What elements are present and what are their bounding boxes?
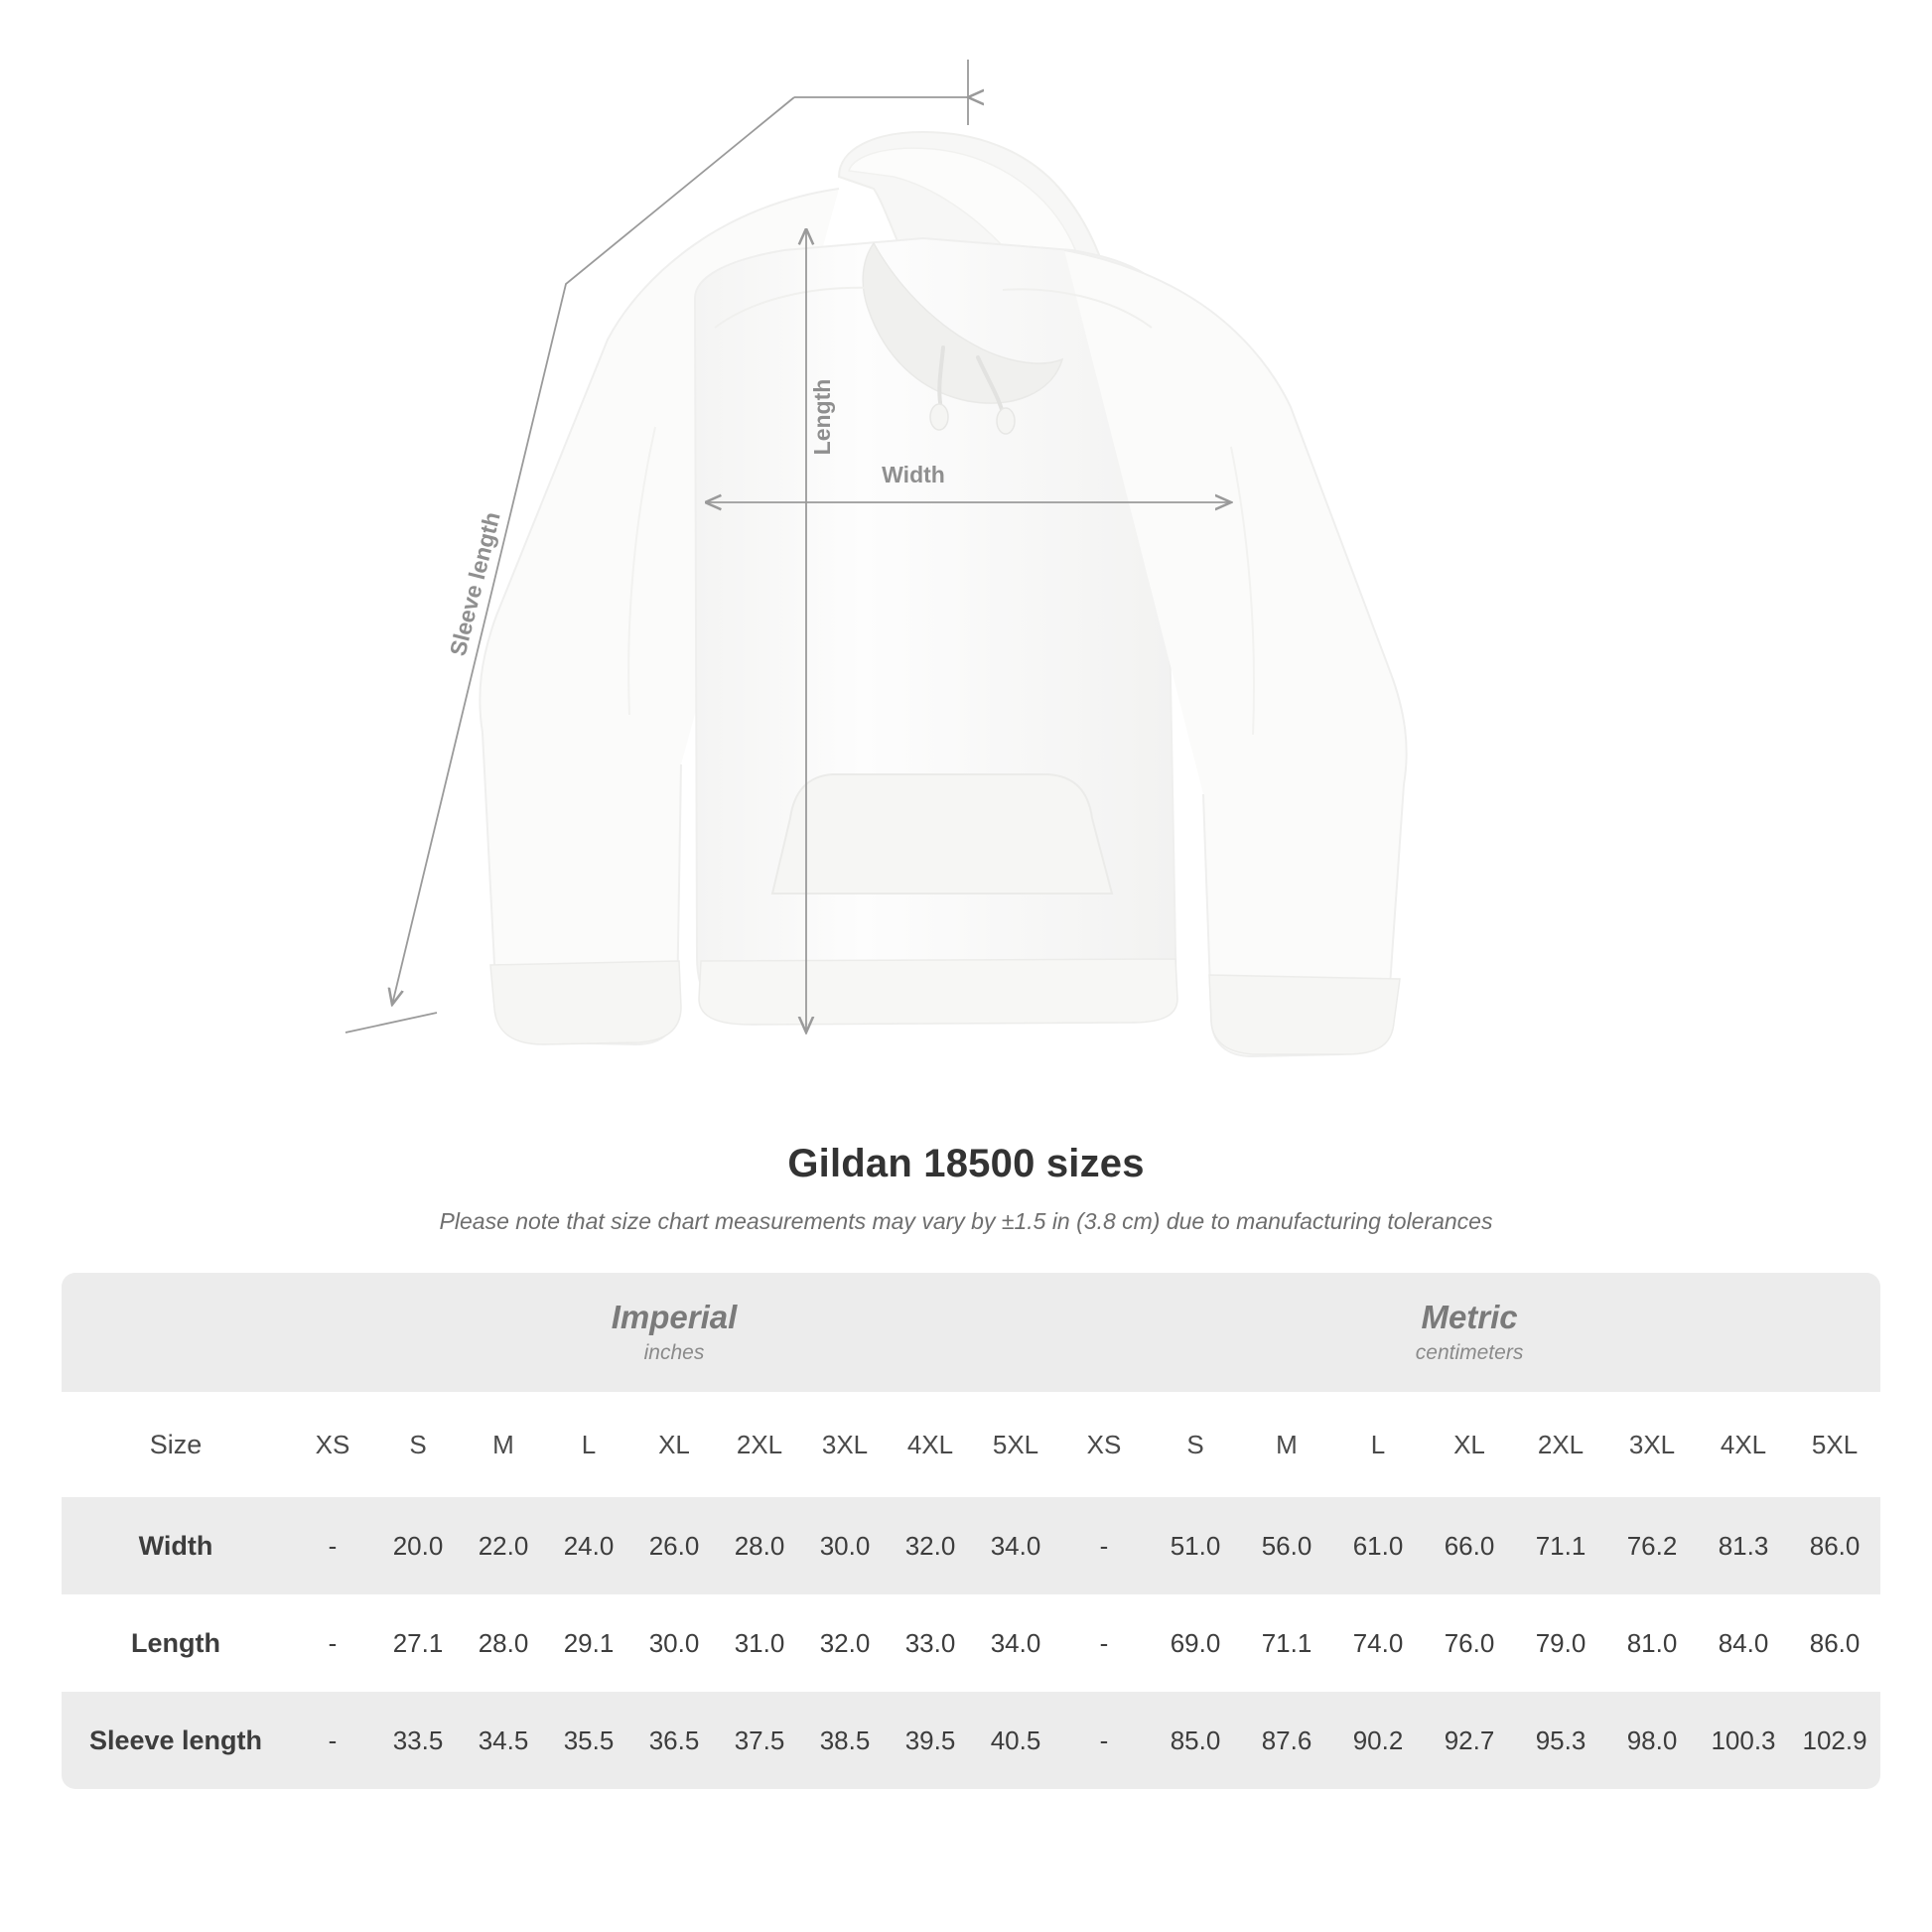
- size-header-imperial-xs: XS: [290, 1392, 375, 1497]
- unit-metric-name: Metric: [1421, 1298, 1518, 1335]
- unit-imperial-name: Imperial: [611, 1298, 738, 1335]
- cell-sleeve-metric-2xl: 95.3: [1515, 1692, 1606, 1789]
- hoodie-shape: [480, 132, 1406, 1056]
- size-header-metric-s: S: [1150, 1392, 1241, 1497]
- size-header-label: Size: [62, 1392, 290, 1497]
- size-header-imperial-s: S: [375, 1392, 461, 1497]
- table-row: [62, 1692, 1880, 1789]
- cell-width-imperial-4xl: 32.0: [888, 1497, 973, 1594]
- size-header-imperial-3xl: 3XL: [802, 1392, 888, 1497]
- cell-length-imperial-4xl: 33.0: [904, 1627, 956, 1658]
- cell-width-imperial-3xl: 30.0: [802, 1497, 888, 1594]
- cell-sleeve-imperial-5xl: 40.5: [973, 1692, 1058, 1789]
- size-header-metric-5xl: 5XL: [1789, 1392, 1880, 1497]
- cell-length-imperial-s: 27.1: [392, 1627, 444, 1658]
- cell-length-metric-5xl: 86.0: [1809, 1627, 1861, 1658]
- row-label-width: Width: [62, 1497, 290, 1594]
- size-header-imperial-l: L: [546, 1392, 631, 1497]
- size-header-metric-m: M: [1241, 1392, 1332, 1497]
- cell-width-imperial-2xl: 28.0: [717, 1497, 802, 1594]
- cell-length-metric-4xl: 84.0: [1718, 1627, 1769, 1658]
- unit-imperial-sub: inches: [643, 1341, 705, 1365]
- cell-sleeve-imperial-3xl: 38.5: [802, 1692, 888, 1789]
- cell-sleeve-metric-3xl: 98.0: [1606, 1692, 1698, 1789]
- row-label-length: Length: [131, 1627, 220, 1658]
- title-block: [0, 1142, 1932, 1235]
- cell-length-metric-l: 74.0: [1352, 1627, 1404, 1658]
- cell-sleeve-metric-5xl: 102.9: [1789, 1692, 1880, 1789]
- cell-length-imperial-xs: -: [328, 1627, 338, 1658]
- cell-sleeve-metric-4xl: 100.3: [1698, 1692, 1789, 1789]
- row-label-sleeve-length: Sleeve length: [62, 1692, 290, 1789]
- cell-sleeve-imperial-m: 34.5: [461, 1692, 546, 1789]
- cell-width-imperial-l: 24.0: [546, 1497, 631, 1594]
- size-header-imperial-2xl: 2XL: [717, 1392, 802, 1497]
- cell-sleeve-metric-l: 90.2: [1332, 1692, 1424, 1789]
- size-header-metric-xs: XS: [1058, 1392, 1150, 1497]
- cell-width-imperial-m: 22.0: [461, 1497, 546, 1594]
- cell-length-imperial-3xl: 32.0: [819, 1627, 871, 1658]
- cell-width-metric-xl: 66.0: [1424, 1497, 1515, 1594]
- size-header-imperial-m: M: [461, 1392, 546, 1497]
- cell-length-imperial-5xl: 34.0: [990, 1627, 1041, 1658]
- table-row: [62, 1594, 1880, 1692]
- size-header-imperial-5xl: 5XL: [973, 1392, 1058, 1497]
- cell-width-metric-4xl: 81.3: [1698, 1497, 1789, 1594]
- unit-metric-cell: [1058, 1273, 1880, 1392]
- size-header-metric-4xl: 4XL: [1698, 1392, 1789, 1497]
- cell-sleeve-metric-s: 85.0: [1150, 1692, 1241, 1789]
- cell-length-imperial-2xl: 31.0: [734, 1627, 785, 1658]
- cell-width-imperial-5xl: 34.0: [973, 1497, 1058, 1594]
- cell-sleeve-imperial-4xl: 39.5: [888, 1692, 973, 1789]
- cell-sleeve-metric-m: 87.6: [1241, 1692, 1332, 1789]
- cell-sleeve-metric-xl: 92.7: [1424, 1692, 1515, 1789]
- cell-sleeve-imperial-2xl: 37.5: [717, 1692, 802, 1789]
- cell-length-imperial-l: 29.1: [563, 1627, 615, 1658]
- size-header-metric-xl: XL: [1424, 1392, 1515, 1497]
- size-header-metric-3xl: 3XL: [1606, 1392, 1698, 1497]
- cell-length-metric-xl: 76.0: [1444, 1627, 1495, 1658]
- unit-spacer-cell: [62, 1273, 290, 1392]
- cell-width-metric-2xl: 71.1: [1515, 1497, 1606, 1594]
- size-table-wrapper: [62, 1273, 1870, 1789]
- cell-length-metric-m: 71.1: [1261, 1627, 1312, 1658]
- cell-width-metric-xs: -: [1058, 1497, 1150, 1594]
- cell-width-imperial-xl: 26.0: [631, 1497, 717, 1594]
- length-label: Length: [809, 378, 835, 456]
- cell-width-imperial-s: 20.0: [375, 1497, 461, 1594]
- width-label: Width: [882, 462, 945, 487]
- cell-sleeve-imperial-xs: -: [290, 1692, 375, 1789]
- cell-length-imperial-xl: 30.0: [648, 1627, 700, 1658]
- size-header-imperial-xl: XL: [631, 1392, 717, 1497]
- cell-width-imperial-xs: -: [290, 1497, 375, 1594]
- cell-length-metric-xs: -: [1099, 1627, 1109, 1658]
- size-header-row: [62, 1392, 1880, 1497]
- cell-sleeve-imperial-xl: 36.5: [631, 1692, 717, 1789]
- tolerance-note: Please note that size chart measurements may vary by ±1.5 in (3.8 cm) due to manufacturing tolerances: [439, 1208, 1493, 1234]
- cell-length-metric-3xl: 81.0: [1626, 1627, 1678, 1658]
- size-header-imperial-4xl: 4XL: [888, 1392, 973, 1497]
- cell-width-metric-l: 61.0: [1332, 1497, 1424, 1594]
- table-row: [62, 1497, 1880, 1594]
- cell-length-metric-2xl: 79.0: [1535, 1627, 1587, 1658]
- cell-sleeve-metric-xs: -: [1058, 1692, 1150, 1789]
- size-table: [62, 1273, 1880, 1789]
- cell-sleeve-imperial-s: 33.5: [375, 1692, 461, 1789]
- size-header-metric-l: L: [1332, 1392, 1424, 1497]
- cell-width-metric-3xl: 76.2: [1606, 1497, 1698, 1594]
- unit-imperial-cell: [290, 1273, 1058, 1392]
- cell-length-metric-s: 69.0: [1170, 1627, 1221, 1658]
- cell-width-metric-s: 51.0: [1150, 1497, 1241, 1594]
- cell-width-metric-5xl: 86.0: [1789, 1497, 1880, 1594]
- cell-sleeve-imperial-l: 35.5: [546, 1692, 631, 1789]
- chart-title: Gildan 18500 sizes: [787, 1142, 1145, 1185]
- unit-metric-sub: centimeters: [1415, 1341, 1524, 1365]
- size-header-metric-2xl: 2XL: [1515, 1392, 1606, 1497]
- cell-length-imperial-m: 28.0: [478, 1627, 529, 1658]
- cell-width-metric-m: 56.0: [1241, 1497, 1332, 1594]
- sleeve-length-label: Sleeve length: [444, 508, 505, 659]
- unit-header-row: [62, 1273, 1880, 1392]
